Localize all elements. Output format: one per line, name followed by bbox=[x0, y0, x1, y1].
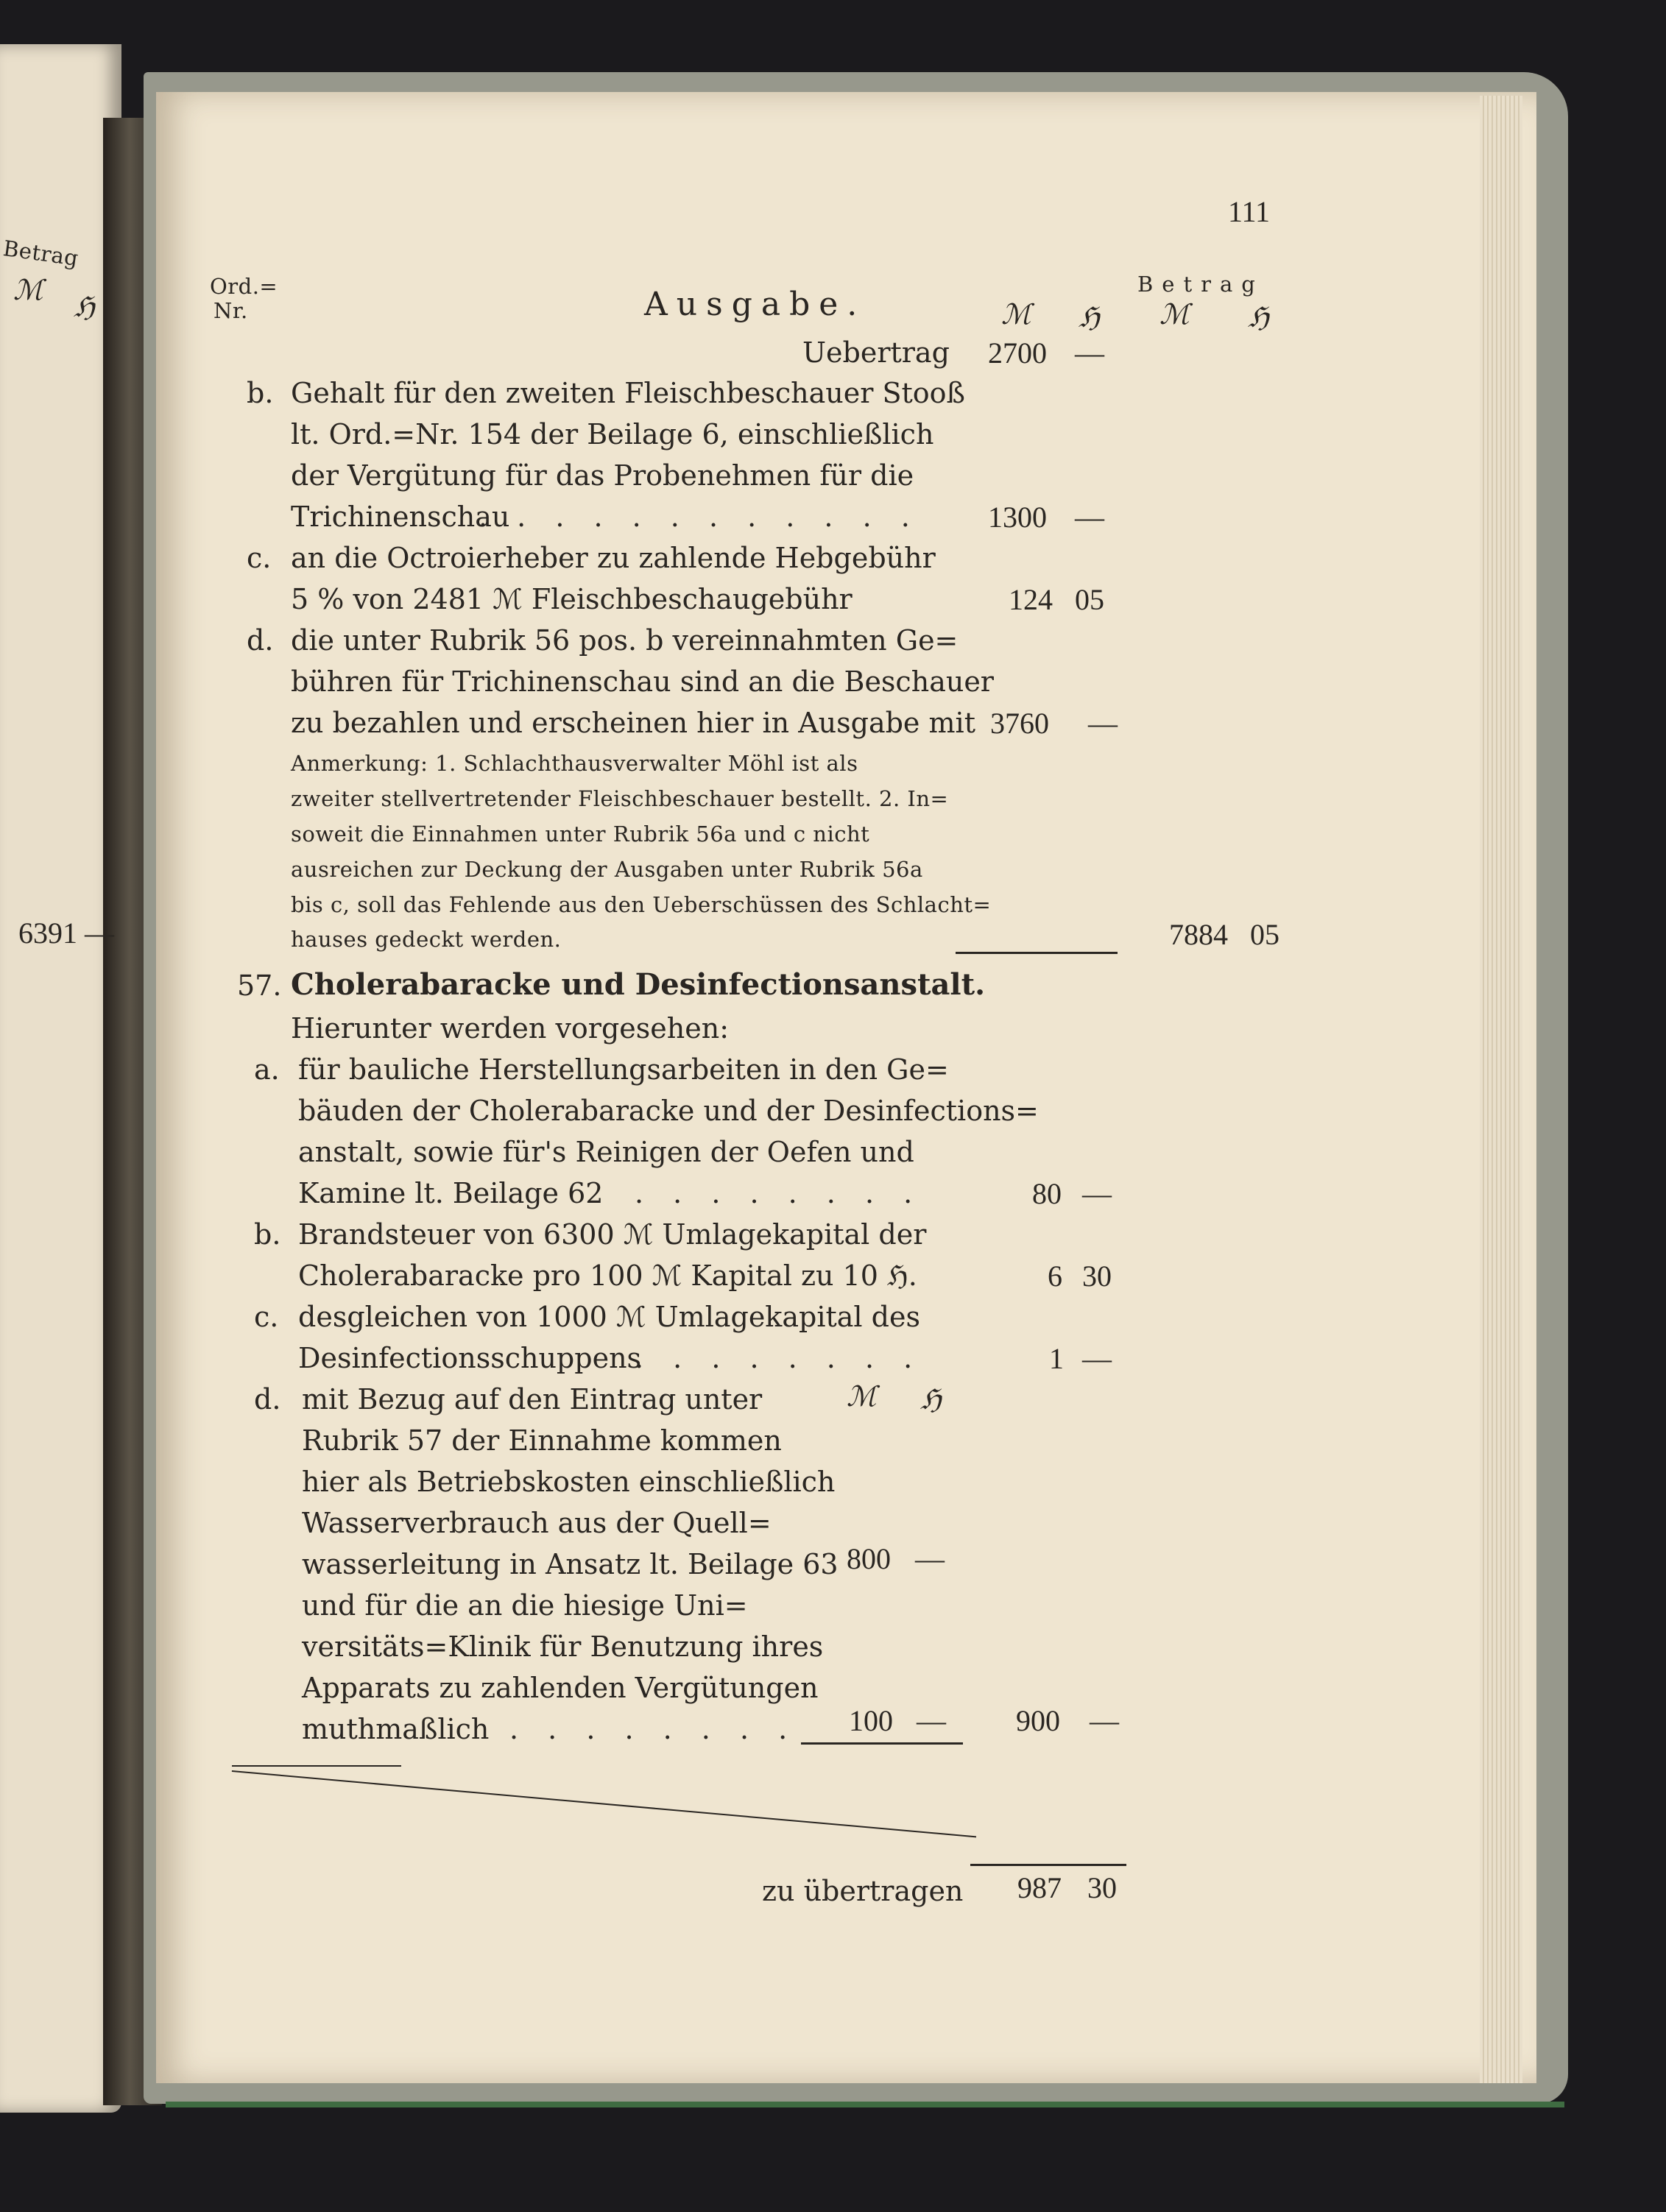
rubrik-number: 57. bbox=[237, 969, 282, 1002]
header-pf-col: ℌ bbox=[1079, 301, 1100, 333]
item-b-line-3: der Vergütung für das Probenehmen für die bbox=[291, 459, 914, 492]
item-57c-line-1: desgleichen von 1000 ℳ Umlagekapital des bbox=[298, 1301, 920, 1333]
leader-dots: . . . . . . . . bbox=[635, 1342, 923, 1374]
page-edge bbox=[1480, 96, 1522, 2083]
item-57c-line-2: Desinfectionsschuppens bbox=[298, 1342, 642, 1374]
item-b-line-2: lt. Ord.=Nr. 154 der Beilage 6, einschließlich bbox=[291, 418, 934, 450]
item-c-line-2: 5 % von 2481 ℳ Fleischbeschaugebühr bbox=[291, 583, 853, 615]
carry-label: zu übertragen bbox=[762, 1875, 964, 1907]
left-betrag-label: Betrag bbox=[1, 236, 80, 271]
uebertrag-pf: — bbox=[1075, 336, 1104, 370]
item-d-line-2: bühren für Trichinenschau sind an die Beschauer bbox=[291, 665, 994, 698]
cover-strip bbox=[166, 2102, 1564, 2107]
item-57d-line-5: wasserleitung in Ansatz lt. Beilage 63 bbox=[302, 1548, 839, 1580]
item-57d-line-7: versitäts=Klinik für Benutzung ihres bbox=[302, 1630, 824, 1663]
page-title: Ausgabe. bbox=[644, 286, 866, 323]
carry-pf: 30 bbox=[1087, 1871, 1117, 1904]
inner-pf-label: ℌ bbox=[920, 1383, 942, 1416]
leader-dots: . . . . . . . . . . . . bbox=[479, 501, 920, 533]
header-betrag-mark: ℳ bbox=[1160, 298, 1190, 331]
item-b-line-4: Trichinenschau bbox=[291, 501, 510, 533]
item-57d-line-1: mit Bezug auf den Eintrag unter bbox=[302, 1383, 763, 1416]
item-57d-line-4: Wasserverbrauch aus der Quell= bbox=[302, 1507, 772, 1539]
item-57d-mark: 900 bbox=[1016, 1704, 1060, 1737]
item-b-line-1: Gehalt für den zweiten Fleischbeschauer Stooß bbox=[291, 377, 965, 409]
item-57a-line-1: für bauliche Herstellungsarbeiten in den Ge= bbox=[298, 1053, 949, 1086]
section-total-mark: 7884 bbox=[1169, 918, 1228, 951]
item-b-mark: 1300 bbox=[988, 501, 1047, 534]
rubrik-title: Cholerabaracke und Desinfectionsanstalt. bbox=[291, 967, 986, 1002]
uebertrag-label: Uebertrag bbox=[802, 336, 950, 369]
left-mark-symbol: ℳ bbox=[13, 274, 43, 306]
item-57b-line-2: Cholerabaracke pro 100 ℳ Kapital zu 10 ℌ. bbox=[298, 1259, 917, 1292]
item-57a-line-4: Kamine lt. Beilage 62 bbox=[298, 1177, 604, 1209]
carry-mark: 987 bbox=[1017, 1871, 1062, 1904]
item-c-line-1: an die Octroierheber zu zahlende Hebgebühr bbox=[291, 542, 936, 574]
note-line-6: hauses gedeckt werden. bbox=[291, 927, 562, 952]
ord-nr-label: Ord.= bbox=[210, 274, 278, 299]
header-betrag: Betrag bbox=[1137, 272, 1264, 297]
carry-rule bbox=[970, 1864, 1126, 1866]
item-d-line-1: die unter Rubrik 56 pos. b vereinnahmten Ge= bbox=[291, 624, 959, 657]
item-c-pf: 05 bbox=[1075, 583, 1104, 616]
item-d-pf: — bbox=[1088, 707, 1118, 740]
item-57a-mark: 80 bbox=[1032, 1177, 1062, 1210]
leader-dots: . . . . . . . . bbox=[635, 1177, 923, 1209]
item-letter-57c: c. bbox=[254, 1301, 279, 1333]
inner-mark-label: ℳ bbox=[847, 1380, 877, 1413]
item-57d-line-6: und für die an die hiesige Uni= bbox=[302, 1589, 748, 1622]
item-57a-line-2: bäuden der Cholerabaracke und der Desinfections= bbox=[298, 1095, 1039, 1127]
left-value: 6391 — bbox=[18, 916, 114, 950]
item-57d-subvalue-1-mark: 800 bbox=[847, 1542, 891, 1575]
closing-rule bbox=[232, 1765, 401, 1767]
item-57a-line-3: anstalt, sowie für's Reinigen der Oefen und bbox=[298, 1136, 914, 1168]
nr-label: Nr. bbox=[213, 298, 248, 323]
item-letter-57b: b. bbox=[254, 1218, 281, 1251]
page-number: 111 bbox=[1228, 195, 1271, 228]
uebertrag-mark: 2700 bbox=[988, 336, 1047, 370]
note-line-5: bis c, soll das Fehlende aus den Ueberschüssen des Schlacht= bbox=[291, 892, 992, 917]
item-57d-pf: — bbox=[1090, 1704, 1119, 1737]
left-pf-symbol: ℌ bbox=[74, 291, 95, 323]
item-57d-subvalue-1-pf: — bbox=[915, 1542, 945, 1575]
item-d-mark: 3760 bbox=[990, 707, 1049, 740]
header-mark-col: ℳ bbox=[1001, 298, 1031, 331]
item-57d-line-8: Apparats zu zahlenden Vergütungen bbox=[302, 1672, 819, 1704]
subtotal-rule bbox=[801, 1742, 963, 1745]
leader-dots: . . . . . . . . bbox=[509, 1713, 798, 1745]
item-c-mark: 124 bbox=[1009, 583, 1053, 616]
item-letter-57a: a. bbox=[254, 1053, 280, 1086]
item-letter-c: c. bbox=[247, 542, 272, 574]
item-57a-pf: — bbox=[1082, 1177, 1112, 1210]
sum-rule bbox=[956, 952, 1118, 954]
section-total-pf: 05 bbox=[1250, 918, 1279, 951]
note-line-1: Anmerkung: 1. Schlachthausverwalter Möhl ist als bbox=[291, 751, 858, 776]
note-line-4: ausreichen zur Deckung der Ausgaben unter Rubrik 56a bbox=[291, 857, 923, 882]
item-letter-d: d. bbox=[247, 624, 274, 657]
item-57d-subvalue-2-mark: 100 bbox=[849, 1704, 893, 1737]
rubrik-intro: Hierunter werden vorgesehen: bbox=[291, 1012, 729, 1045]
header-betrag-pf: ℌ bbox=[1248, 301, 1269, 333]
item-letter-57d: d. bbox=[254, 1383, 281, 1416]
item-57d-line-9: muthmaßlich bbox=[302, 1713, 490, 1745]
item-57b-line-1: Brandsteuer von 6300 ℳ Umlagekapital der bbox=[298, 1218, 927, 1251]
note-line-2: zweiter stellvertretender Fleischbeschauer bestellt. 2. In= bbox=[291, 786, 949, 811]
item-letter-b: b. bbox=[247, 377, 274, 409]
item-57b-mark: 6 bbox=[1048, 1259, 1062, 1293]
item-57d-line-3: hier als Betriebskosten einschließlich bbox=[302, 1466, 836, 1498]
note-line-3: soweit die Einnahmen unter Rubrik 56a und c nicht bbox=[291, 821, 870, 847]
item-57d-line-2: Rubrik 57 der Einnahme kommen bbox=[302, 1424, 782, 1457]
item-b-pf: — bbox=[1075, 501, 1104, 534]
item-57b-pf: 30 bbox=[1082, 1259, 1112, 1293]
item-d-line-3: zu bezahlen und erscheinen hier in Ausgabe mit bbox=[291, 707, 975, 739]
item-57c-pf: — bbox=[1082, 1342, 1112, 1375]
item-57d-subvalue-2-pf: — bbox=[917, 1704, 946, 1737]
item-57c-mark: 1 bbox=[1049, 1342, 1064, 1375]
